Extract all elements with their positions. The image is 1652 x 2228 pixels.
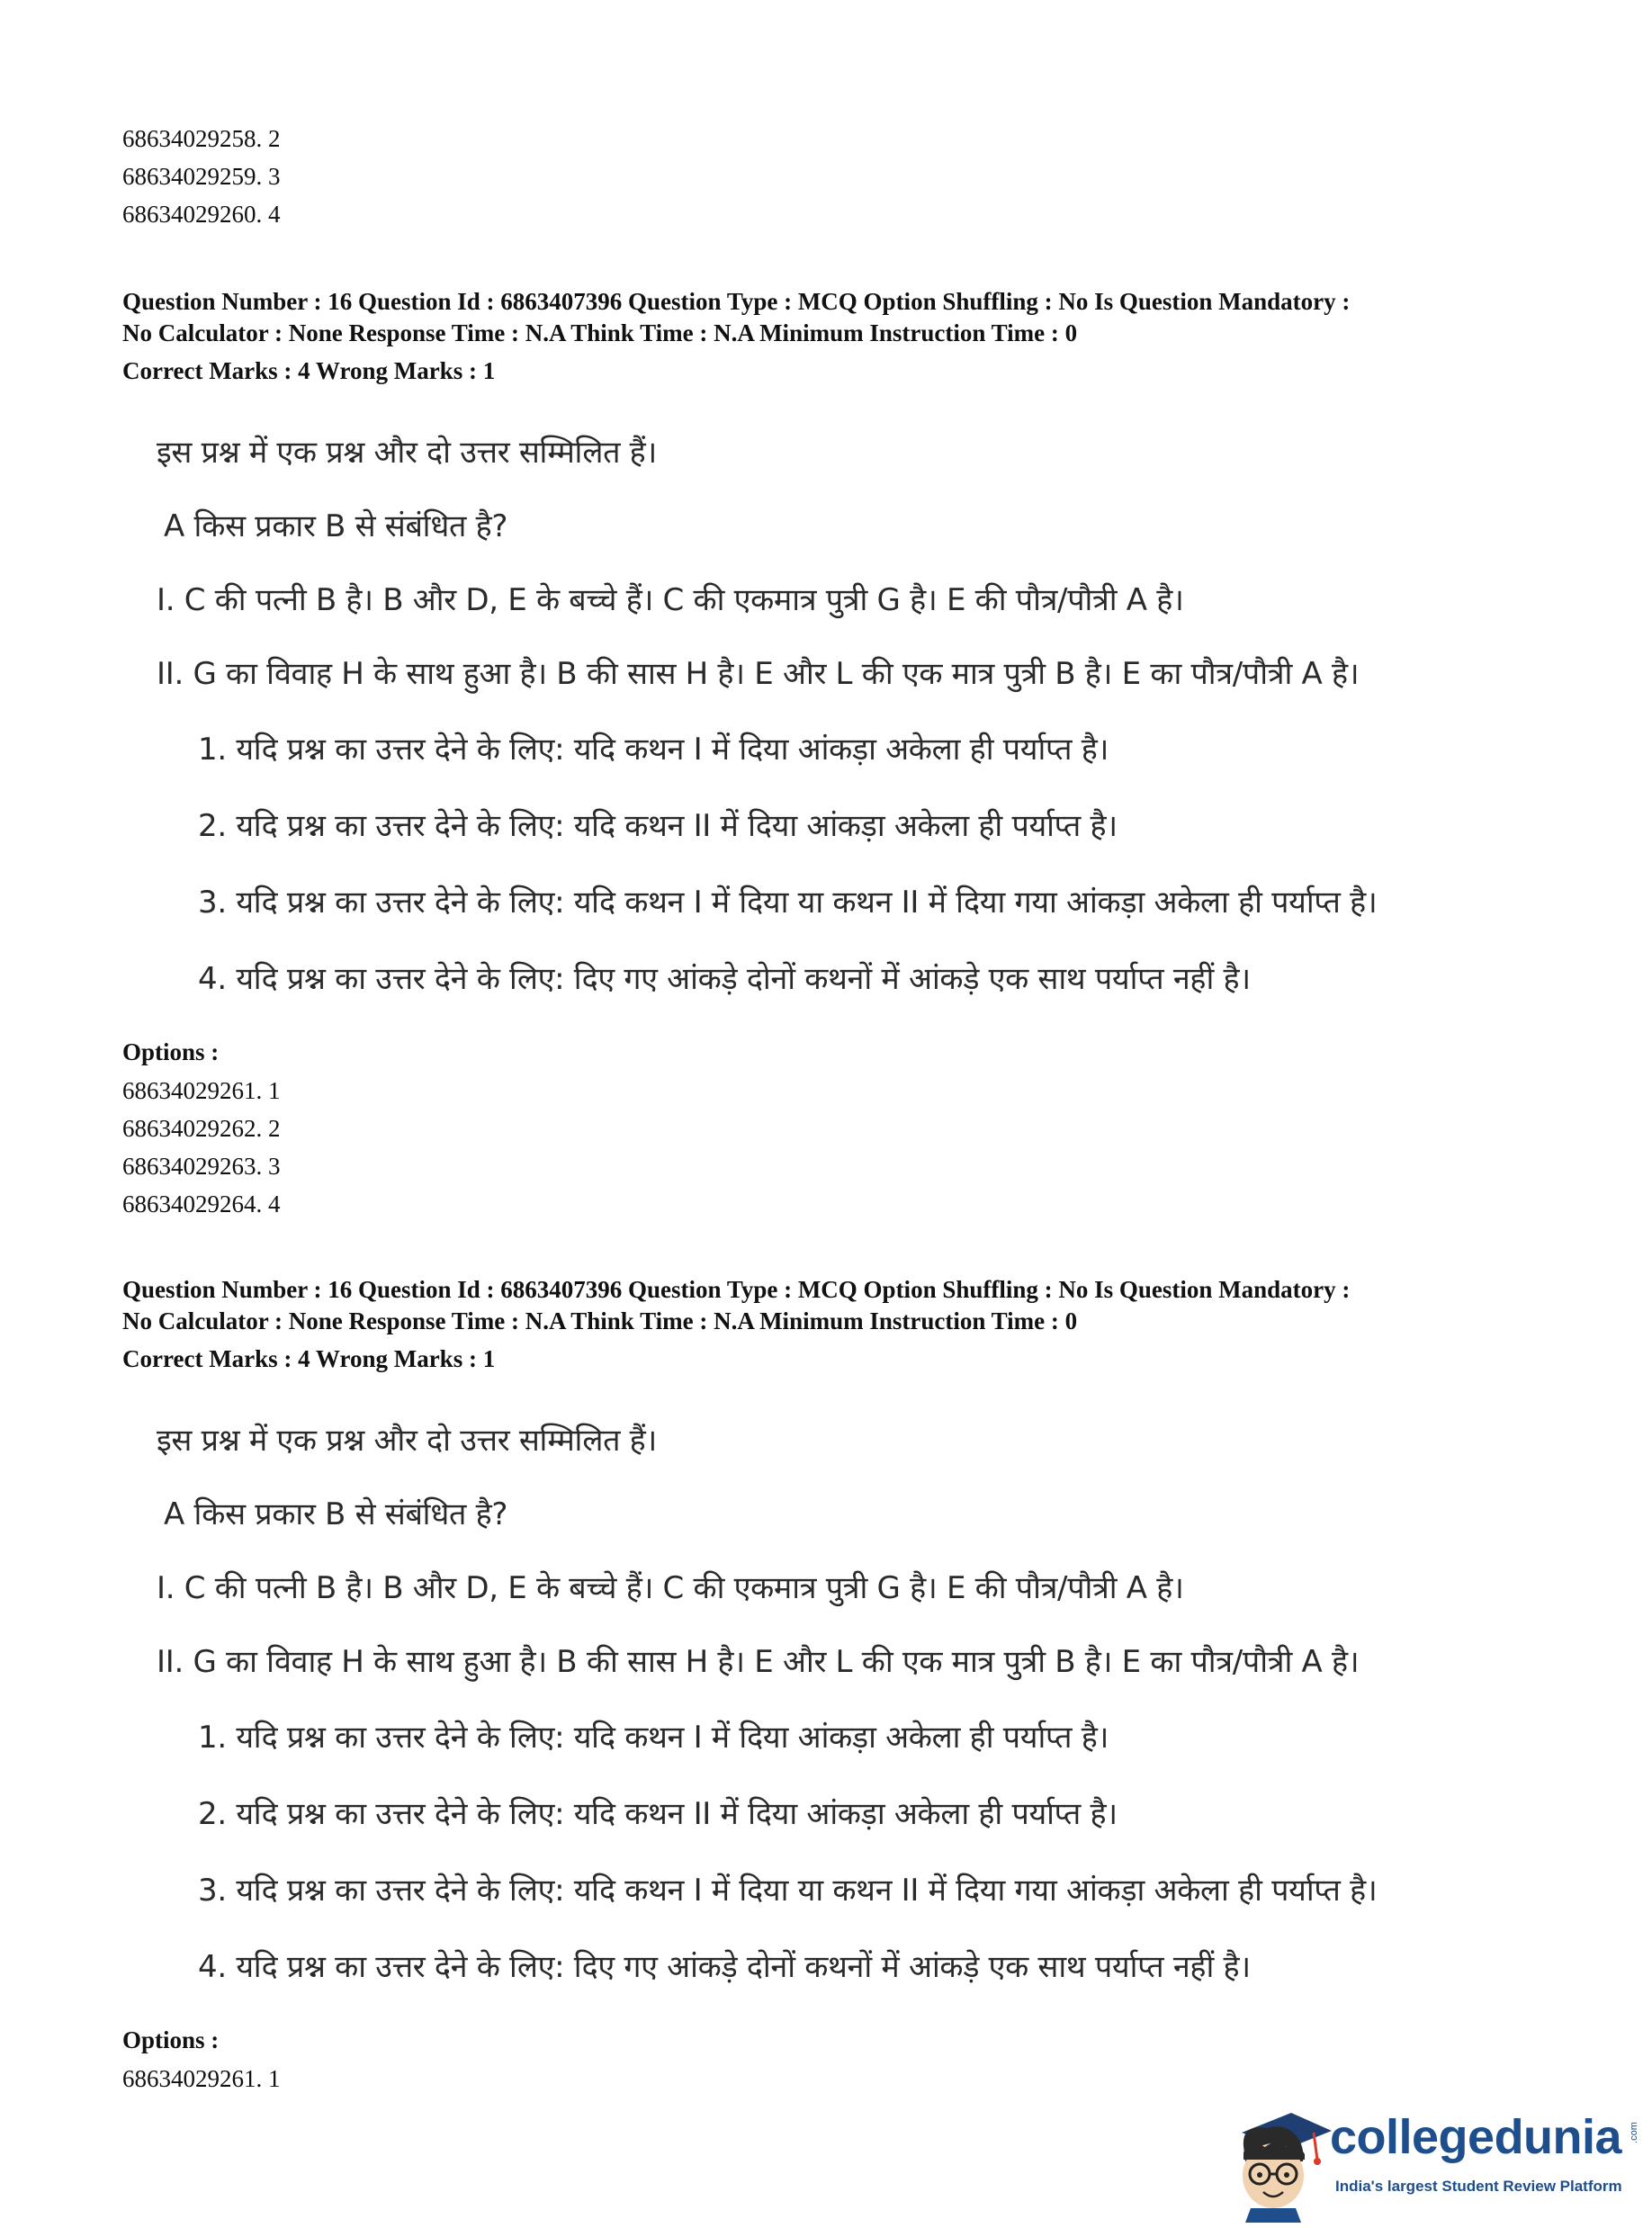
options-label: Options : [122,2026,220,2053]
question-marks: Correct Marks : 4 Wrong Marks : 1 [122,357,496,384]
option-line: 68634029263. 3 [122,1153,281,1180]
option-line: 68634029259. 3 [122,163,281,190]
answer-choice: 4. यदि प्रश्न का उत्तर देने के लिए: दिए गए आंकड़े दोनों कथनों में आंकड़े एक साथ पर्याप्त नहीं है। [198,1949,1251,1985]
statement-2: II. G का विवाह H के साथ हुआ है। B की सास H है। E और L की एक मात्र पुत्री B है। E का पौत्र/पौत्री A है। [157,656,1360,692]
option-line: 68634029264. 4 [122,1190,281,1217]
option-line: 68634029258. 2 [122,125,281,152]
option-line: 68634029262. 2 [122,1115,281,1142]
question-meta-line1: Question Number : 16 Question Id : 6863407396 Question Type : MCQ Option Shuffling : No Is Question Mandatory : [122,1276,1351,1303]
answer-choice: 4. यदि प्रश्न का उत्तर देने के लिए: दिए गए आंकड़े दोनों कथनों में आंकड़े एक साथ पर्याप्त नहीं है। [198,961,1251,997]
answer-choice: 3. यदि प्रश्न का उत्तर देने के लिए: यदि कथन I में दिया या कथन II में दिया गया आंकड़ा अकेला ही पर्याप्त है। [198,1873,1378,1909]
option-line: 68634029260. 4 [122,201,281,228]
answer-choice: 1. यदि प्रश्न का उत्तर देने के लिए: यदि कथन I में दिया आंकड़ा अकेला ही पर्याप्त है। [198,1720,1109,1756]
answer-choice: 2. यदि प्रश्न का उत्तर देने के लिए: यदि कथन II में दिया आंकड़ा अकेला ही पर्याप्त है। [198,808,1118,844]
question-meta-line2: No Calculator : None Response Time : N.A Think Time : N.A Minimum Instruction Time : 0 [122,319,1078,346]
logo-tagline: India's largest Student Review Platform [1335,2178,1622,2195]
question-body-line: इस प्रश्न में एक प्रश्न और दो उत्तर सम्मिलित हैं। [157,435,658,471]
answer-choice: 2. यदि प्रश्न का उत्तर देने के लिए: यदि कथन II में दिया आंकड़ा अकेला ही पर्याप्त है। [198,1796,1118,1832]
statement-2: II. G का विवाह H के साथ हुआ है। B की सास H है। E और L की एक मात्र पुत्री B है। E का पौत्र/पौत्री A है। [157,1644,1360,1680]
question-meta-line2: No Calculator : None Response Time : N.A Think Time : N.A Minimum Instruction Time : 0 [122,1307,1078,1334]
question-marks: Correct Marks : 4 Wrong Marks : 1 [122,1345,496,1372]
answer-choice: 1. यदि प्रश्न का उत्तर देने के लिए: यदि कथन I में दिया आंकड़ा अकेला ही पर्याप्त है। [198,732,1109,768]
question-body-line: A किस प्रकार B से संबंधित है? [164,508,508,544]
option-line: 68634029261. 1 [122,1077,281,1104]
answer-choice: 3. यदि प्रश्न का उत्तर देने के लिए: यदि कथन I में दिया या कथन II में दिया गया आंकड़ा अकेला ही पर्याप्त है। [198,885,1378,921]
question-meta-line1: Question Number : 16 Question Id : 6863407396 Question Type : MCQ Option Shuffling : No Is Question Mandatory : [122,288,1351,315]
student-mascot-icon [1224,2097,1332,2223]
statement-1: I. C की पत्नी B है। B और D, E के बच्चे हैं। C की एकमात्र पुत्री G है। E की पौत्र/पौत्री A है। [157,1570,1184,1606]
logo-wordmark: collegedunia [1330,2110,1622,2164]
logo-suffix: .com [1628,2122,1639,2143]
collegedunia-logo [1224,2097,1638,2223]
statement-1: I. C की पत्नी B है। B और D, E के बच्चे हैं। C की एकमात्र पुत्री G है। E की पौत्र/पौत्री A है। [157,582,1184,618]
question-body-line: इस प्रश्न में एक प्रश्न और दो उत्तर सम्मिलित हैं। [157,1423,658,1459]
question-body-line: A किस प्रकार B से संबंधित है? [164,1496,508,1532]
options-label: Options : [122,1038,220,1065]
option-line: 68634029261. 1 [122,2065,281,2092]
